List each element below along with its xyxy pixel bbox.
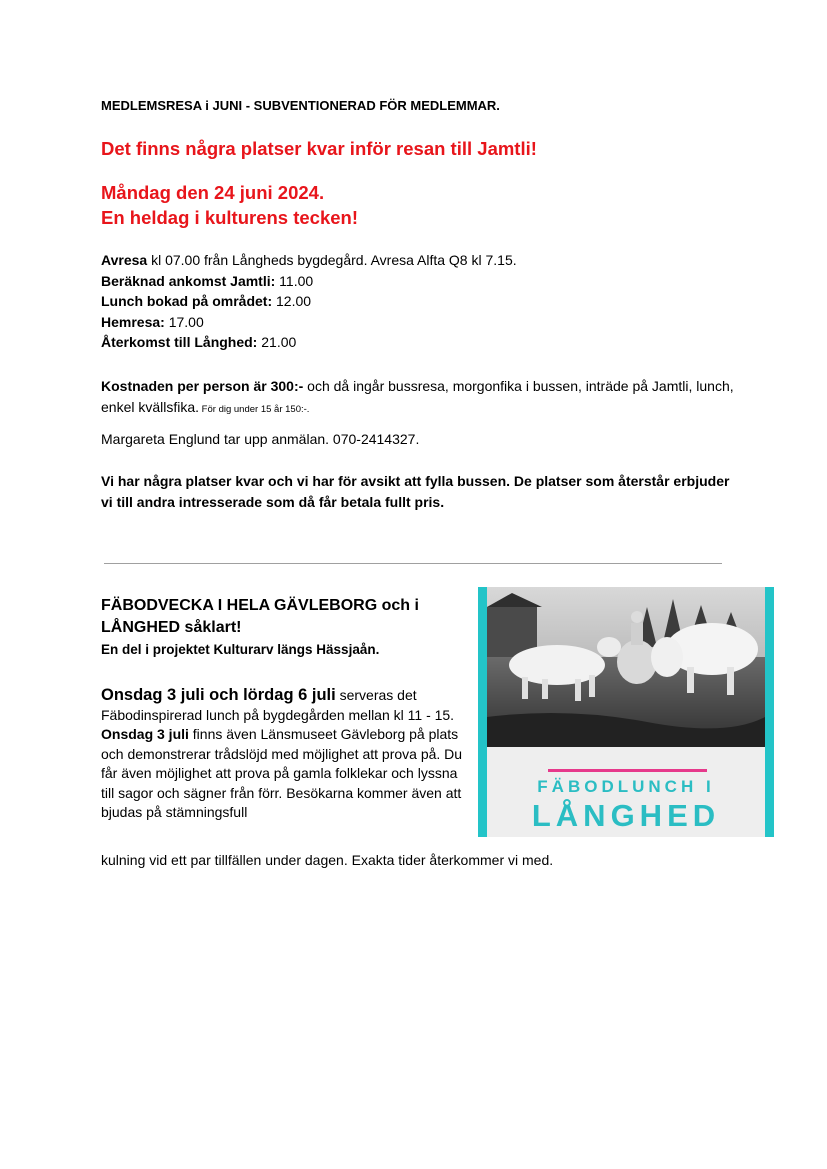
schedule-label: Avresa: [101, 252, 148, 268]
trip-date-block: [101, 180, 358, 230]
section-divider: [104, 563, 722, 564]
schedule-label: Återkomst till Långhed:: [101, 334, 258, 351]
cost-bold: Kostnaden per person är 300:-: [101, 378, 304, 394]
event-body: [101, 686, 471, 823]
trip-tagline: En heldag i kulturens tecken!: [101, 207, 359, 228]
event-last-line: kulning vid ett par tillfällen under dagen. Exakta tider återkommer vi med.: [101, 852, 554, 868]
event-poster: [478, 587, 774, 837]
schedule-item: [101, 271, 517, 292]
event-day2-text: finns även Länsmuseet Gävleborg på plats och demonstrerar trådslöjd med möjlighet att prova på. Du får även möjlighet att prova på gamla folklekar och lyssna till sagor och sägner från förr. Besökarna kommer även att bjudas på stämningsfull: [101, 726, 463, 820]
document-heading: MEDLEMSRESA i JUNI - SUBVENTIONERAD FÖR MEDLEMMAR.: [101, 98, 500, 113]
schedule-item: [101, 250, 517, 271]
trip-date: Måndag den 24 juni 2024.: [101, 182, 325, 203]
schedule-item: [101, 312, 517, 333]
schedule-value: 12.00: [272, 293, 312, 310]
schedule-value: 17.00: [164, 313, 204, 330]
schedule-item: [101, 332, 517, 353]
schedule-label: Beräknad ankomst Jamtli:: [101, 272, 276, 289]
schedule-label: Hemresa:: [101, 313, 165, 330]
event-dates-bold: Onsdag 3 juli och lördag 6 juli: [101, 686, 336, 704]
schedule-value: 11.00: [275, 272, 314, 289]
poster-line1: FÄBODLUNCH I: [537, 777, 715, 796]
event-dates-text: serveras det Fäbodinspirerad lunch på bygdegården mellan kl 11 - 15.: [101, 687, 455, 723]
poster-accent-line: [548, 769, 707, 772]
schedule-value: 21.00: [257, 334, 297, 351]
schedule-label: Lunch bokad på området:: [101, 293, 273, 310]
cost-text: och då ingår bussresa, morgonfika i bussen, inträde på Jamtli, lunch, enkel kvällsfika.: [101, 378, 734, 415]
schedule-item: [101, 291, 517, 312]
cost-small: För dig under 15 år 150:-.: [199, 403, 310, 415]
poster-line2: LÅNGHED: [531, 798, 721, 833]
event-title: FÄBODVECKA I HELA GÄVLEBORG och i LÅNGHED såklart!: [101, 597, 419, 636]
highlight-text: Det finns några platser kvar inför resan till Jamtli!: [101, 138, 537, 159]
cows-photo: [487, 587, 765, 747]
schedule-list: [101, 250, 517, 353]
note-paragraph: Vi har några platser kvar och vi har för avsikt att fylla bussen. De platser som återstår erbjuder vi till andra intresserade som då får betala fullt pris.: [101, 473, 730, 510]
event-day2-bold: Onsdag 3 juli: [101, 726, 189, 742]
contact-text: Margareta Englund tar upp anmälan. 070-2414327.: [101, 431, 420, 447]
cost-paragraph: [101, 376, 741, 420]
event-subtitle: En del i projektet Kulturarv längs Hässjaån.: [101, 642, 380, 657]
schedule-value: kl 07.00 från Långheds bygdegård. Avresa Alfta Q8 kl 7.15.: [147, 252, 517, 268]
